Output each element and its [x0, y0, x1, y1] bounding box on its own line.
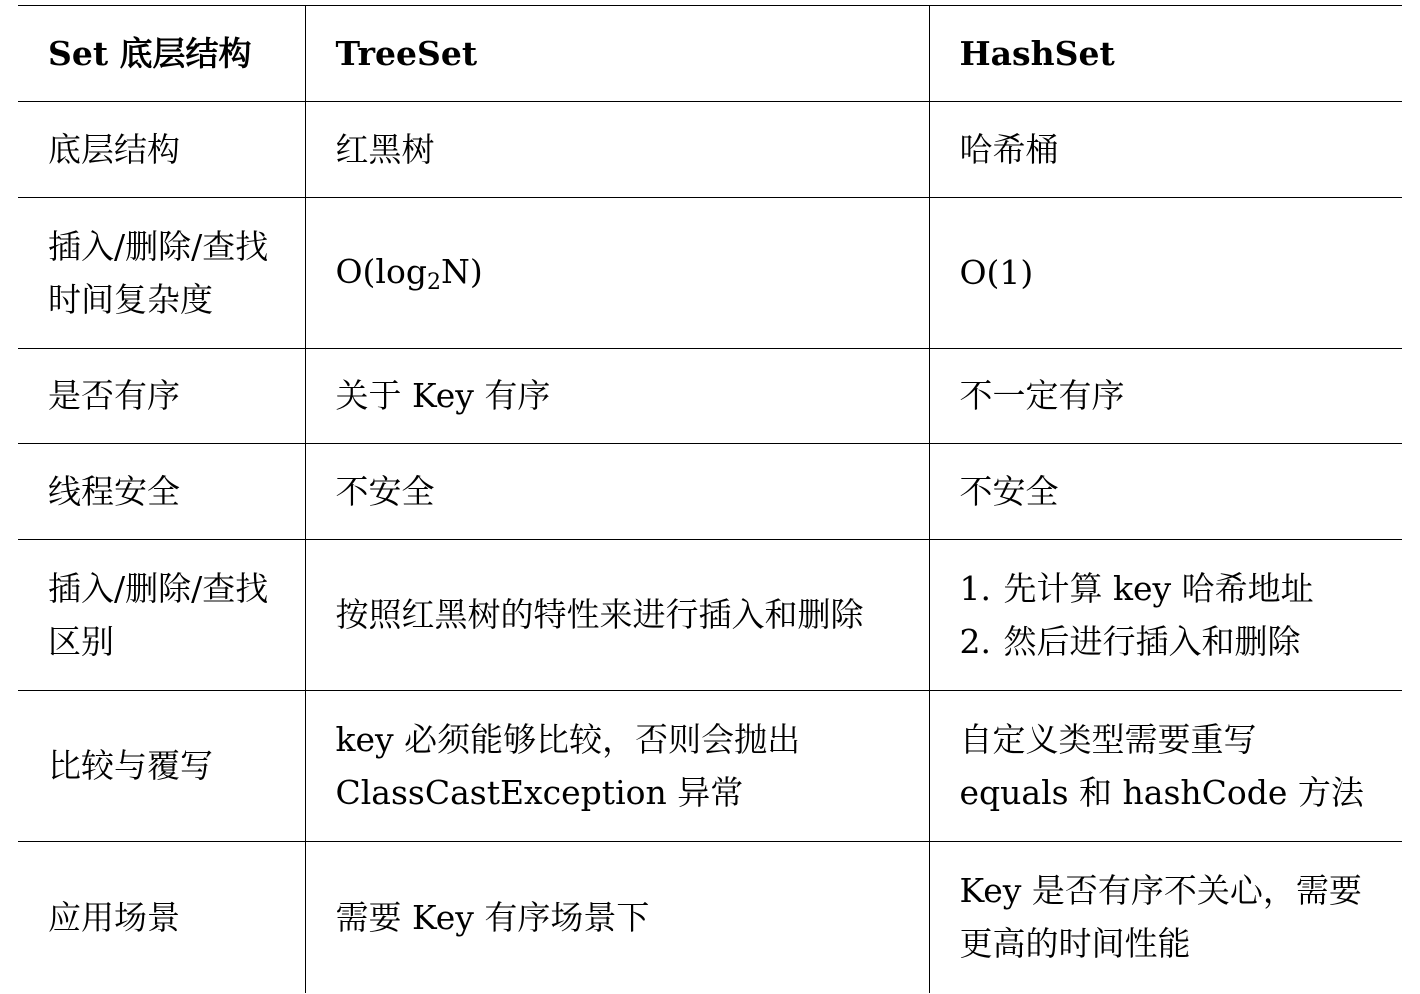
row-label-thread-safe: 线程安全 — [18, 444, 305, 540]
treeset-complexity — [305, 198, 929, 349]
hashset-steps-list — [960, 562, 1373, 669]
treeset-structure: 红黑树 — [305, 102, 929, 198]
list-item — [960, 562, 1373, 615]
step-text: 然后进行插入和删除 — [1003, 622, 1301, 661]
table-row-usage — [18, 842, 1402, 993]
list-item — [960, 615, 1373, 668]
row-label-ordered: 是否有序 — [18, 349, 305, 444]
treeset-difference: 按照红黑树的特性来进行插入和删除 — [305, 540, 929, 691]
header-cell-hashset: HashSet — [929, 6, 1402, 102]
hashset-compare: 自定义类型需要重写 equals 和 hashCode 方法 — [929, 691, 1402, 842]
table-row-difference — [18, 540, 1402, 691]
step-text: 先计算 key 哈希地址 — [1003, 568, 1314, 608]
hashset-difference — [929, 540, 1402, 691]
treeset-ordered: 关于 Key 有序 — [305, 349, 929, 444]
step-number: 1. — [959, 568, 991, 608]
header-row — [18, 6, 1402, 102]
step-number: 2. — [959, 622, 991, 661]
comparison-table — [18, 5, 1402, 993]
table-row-complexity — [18, 198, 1402, 349]
treeset-complexity-suffix: N) — [440, 252, 483, 292]
row-label-structure: 底层结构 — [18, 102, 305, 198]
treeset-usage: 需要 Key 有序场景下 — [305, 842, 929, 993]
hashset-usage: Key 是否有序不关心，需要更高的时间性能 — [929, 842, 1402, 993]
table-row-compare — [18, 691, 1402, 842]
treeset-thread-safe: 不安全 — [305, 444, 929, 540]
header-cell-treeset: TreeSet — [305, 6, 929, 102]
row-label-compare: 比较与覆写 — [18, 691, 305, 842]
hashset-complexity: O(1) — [929, 198, 1402, 349]
row-label-difference: 插入/删除/查找区别 — [18, 540, 305, 691]
hashset-structure: 哈希桶 — [929, 102, 1402, 198]
hashset-ordered: 不一定有序 — [929, 349, 1402, 444]
treeset-compare: key 必须能够比较，否则会抛出 ClassCastException 异常 — [305, 691, 929, 842]
table-row-thread-safe — [18, 444, 1402, 540]
row-label-usage: 应用场景 — [18, 842, 305, 993]
table-row-structure — [18, 102, 1402, 198]
hashset-thread-safe: 不安全 — [929, 444, 1402, 540]
table-row-ordered — [18, 349, 1402, 444]
row-label-complexity: 插入/删除/查找时间复杂度 — [18, 198, 305, 349]
treeset-complexity-prefix: O(log — [335, 252, 427, 292]
treeset-complexity-subscript: 2 — [426, 270, 441, 296]
header-cell-category: Set 底层结构 — [18, 6, 305, 102]
